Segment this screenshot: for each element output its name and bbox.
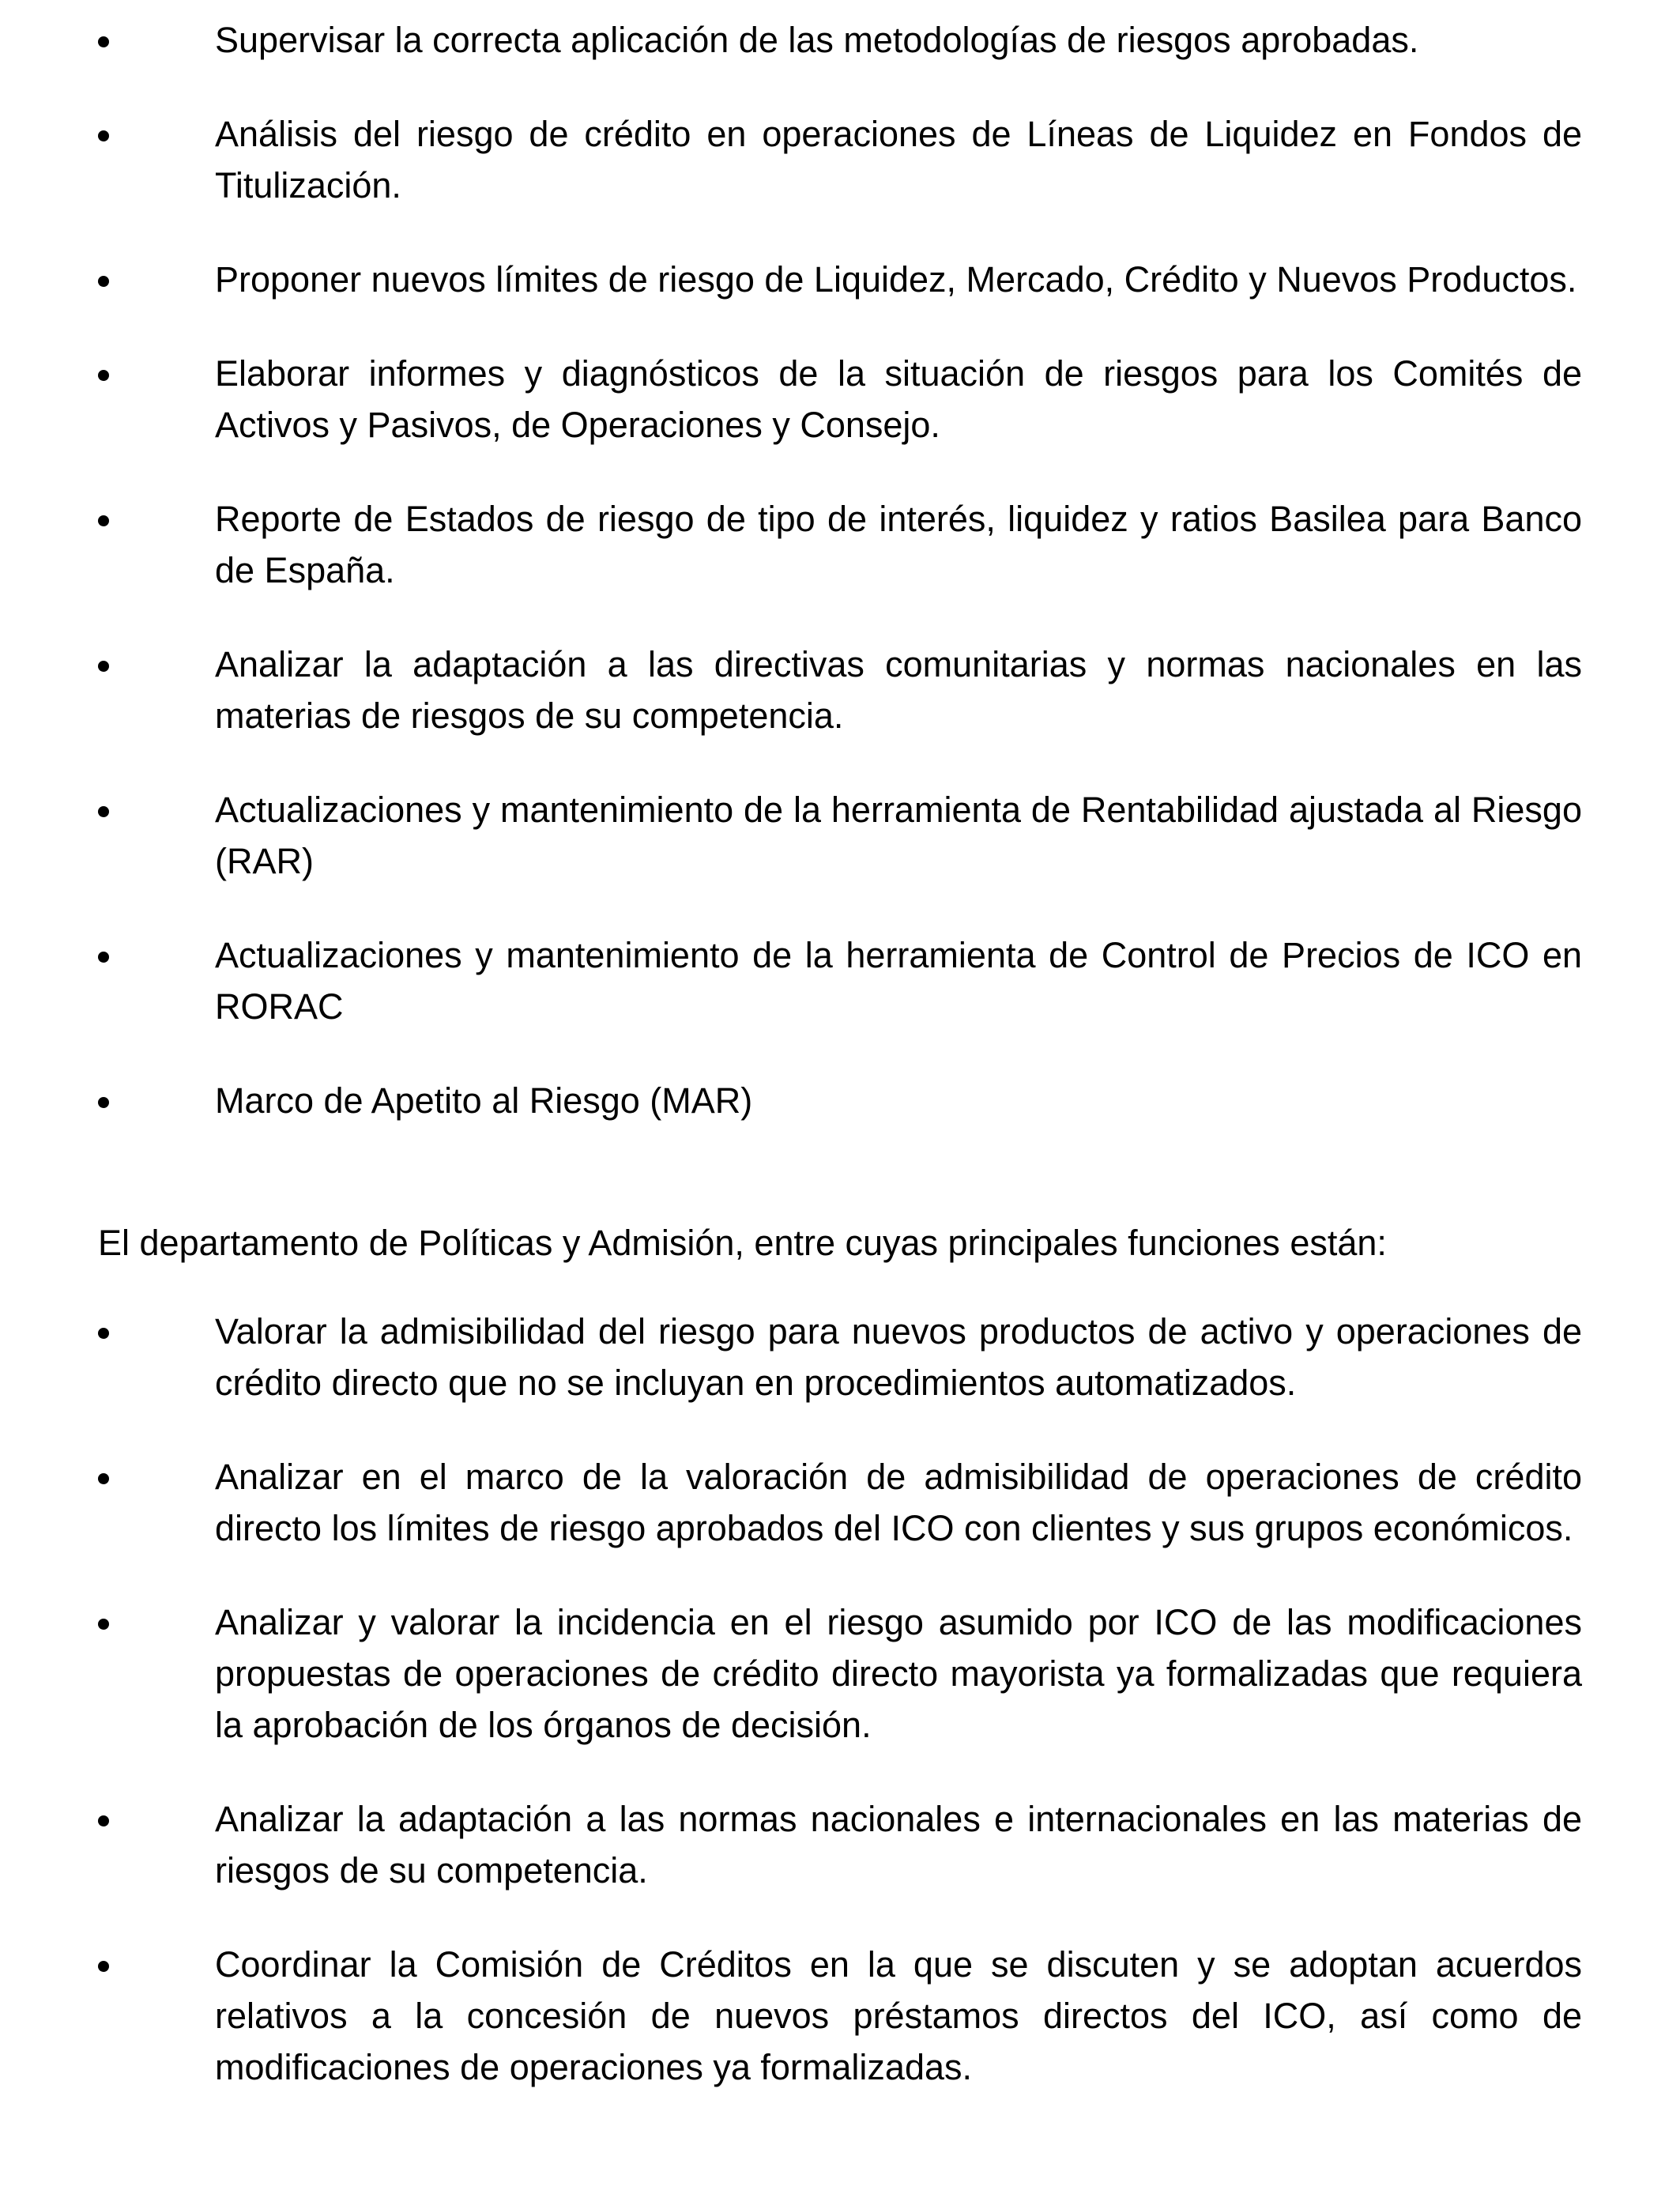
list-item-text: Analizar y valorar la incidencia en el riesgo asumido por ICO de las modificaciones propuestas de operaciones de crédito directo mayorista ya formalizadas que requiera la aprobación de los órganos de decisión. bbox=[215, 1602, 1582, 1745]
risk-functions-list bbox=[0, 14, 1582, 1169]
bullet-icon bbox=[98, 515, 109, 526]
list-item bbox=[0, 1596, 1582, 1751]
bullet-icon bbox=[98, 952, 109, 963]
list-item bbox=[0, 1306, 1582, 1408]
list-item-text: Analizar la adaptación a las normas nacionales e internacionales en las materias de riesgos de su competencia. bbox=[215, 1799, 1582, 1891]
intro-paragraph: El departamento de Políticas y Admisión, entre cuyas principales funciones están: bbox=[98, 1223, 1387, 1263]
list-item-text: Analizar la adaptación a las directivas comunitarias y normas nacionales en las materias de riesgos de su competencia. bbox=[215, 644, 1582, 736]
bullet-icon bbox=[98, 1097, 109, 1108]
bullet-icon bbox=[98, 661, 109, 672]
bullet-icon bbox=[98, 1473, 109, 1484]
list-item-text: Coordinar la Comisión de Créditos en la que se discuten y se adoptan acuerdos relativos a la concesión de nuevos préstamos directos del ICO, así como de modificaciones de operaciones ya formalizadas. bbox=[215, 1944, 1582, 2087]
list-item-text: Actualizaciones y mantenimiento de la herramienta de Rentabilidad ajustada al Riesgo (RAR) bbox=[215, 790, 1582, 881]
list-item-text: Valorar la admisibilidad del riesgo para nuevos productos de activo y operaciones de crédito directo que no se incluyan en procedimientos automatizados. bbox=[215, 1311, 1582, 1403]
list-item bbox=[0, 348, 1582, 450]
list-item bbox=[0, 1075, 1582, 1126]
list-item-text: Marco de Apetito al Riesgo (MAR) bbox=[215, 1080, 753, 1121]
list-item bbox=[0, 1939, 1582, 2093]
bullet-icon bbox=[98, 276, 109, 287]
bullet-icon bbox=[98, 1961, 109, 1972]
bullet-icon bbox=[98, 806, 109, 817]
list-item bbox=[0, 254, 1582, 305]
list-item bbox=[0, 493, 1582, 596]
list-item-text: Analizar en el marco de la valoración de admisibilidad de operaciones de crédito directo los límites de riesgo aprobados del ICO con clientes y sus grupos económicos. bbox=[215, 1457, 1582, 1548]
list-item bbox=[0, 14, 1582, 66]
list-item-text: Actualizaciones y mantenimiento de la herramienta de Control de Precios de ICO en RORAC bbox=[215, 935, 1582, 1027]
list-item-text: Elaborar informes y diagnósticos de la situación de riesgos para los Comités de Activos y Pasivos, de Operaciones y Consejo. bbox=[215, 353, 1582, 445]
bullet-icon bbox=[98, 370, 109, 381]
list-item bbox=[0, 1793, 1582, 1896]
bullet-icon bbox=[98, 36, 109, 47]
bullet-icon bbox=[98, 1815, 109, 1826]
list-item bbox=[0, 108, 1582, 211]
list-item bbox=[0, 784, 1582, 887]
list-item-text: Análisis del riesgo de crédito en operaciones de Líneas de Liquidez en Fondos de Titulización. bbox=[215, 114, 1582, 205]
bullet-icon bbox=[98, 1619, 109, 1630]
list-item bbox=[0, 929, 1582, 1032]
list-item bbox=[0, 639, 1582, 741]
policies-functions-list bbox=[0, 1306, 1582, 2136]
bullet-icon bbox=[98, 130, 109, 141]
list-item-text: Reporte de Estados de riesgo de tipo de interés, liquidez y ratios Basilea para Banco de España. bbox=[215, 499, 1582, 590]
list-item bbox=[0, 1451, 1582, 1554]
bullet-icon bbox=[98, 1328, 109, 1339]
list-item-text: Proponer nuevos límites de riesgo de Liquidez, Mercado, Crédito y Nuevos Productos. bbox=[215, 259, 1577, 300]
list-item-text: Supervisar la correcta aplicación de las metodologías de riesgos aprobadas. bbox=[215, 20, 1419, 60]
